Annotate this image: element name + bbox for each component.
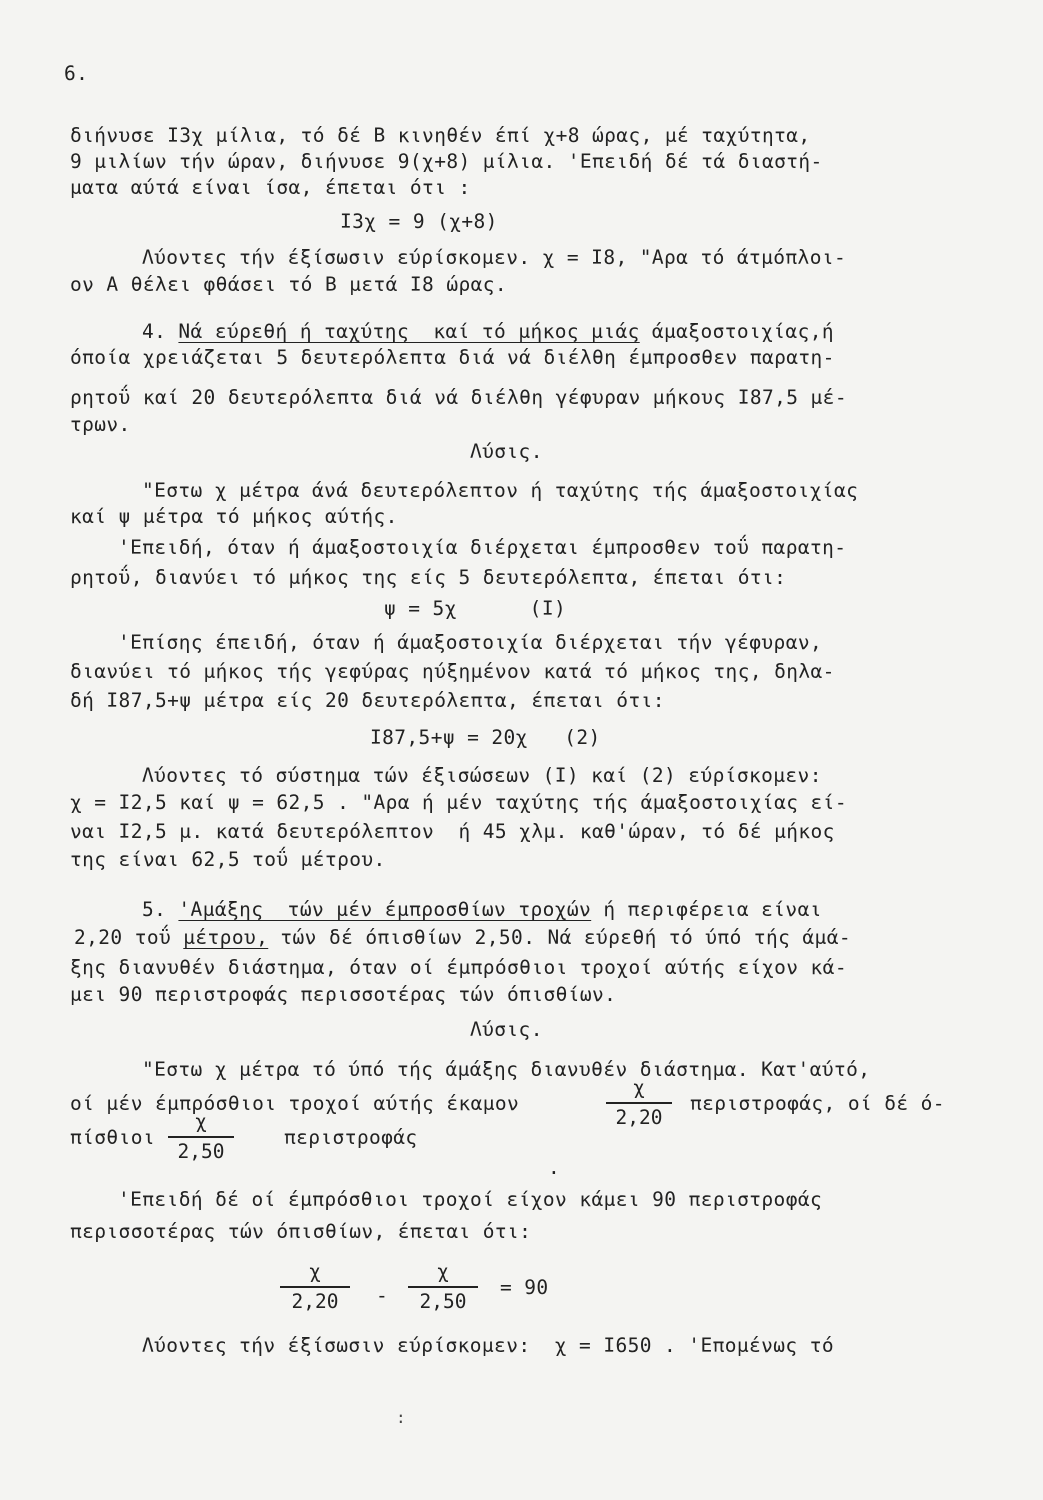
fraction-bar (606, 1102, 672, 1104)
fraction (606, 1076, 672, 1130)
fraction-bar (408, 1286, 478, 1288)
equation: Ι87,5+ψ = 20χ (2) (370, 726, 601, 749)
text-line: διανύει τό μήκος τής γεφύρας ηύξημένον κατά τό μήκος της, δηλα- (70, 660, 835, 683)
underlined-text: μέτρου, (183, 926, 269, 949)
text-line: περισσοτέρας τών όπισθίων, έπεται ότι: (70, 1220, 532, 1243)
equation: Ι3χ = 9 (χ+8) (340, 210, 498, 233)
text-line: 'Επειδή, όταν ή άμαξοστοιχία διέρχεται έμπροσθεν τοΰ παρατη- (118, 536, 847, 559)
text-line: δή Ι87,5+ψ μέτρα είς 20 δευτερόλεπτα, έπεται ότι: (70, 689, 665, 712)
text-line: καί ψ μέτρα τό μήκος αύτής. (70, 505, 398, 528)
text-line: πίσθιοι (70, 1126, 155, 1149)
text-line: 9 μιλίων τήν ώραν, διήνυσε 9(χ+8) μίλια. 'Επειδή δέ τά διαστή- (70, 150, 823, 173)
text-line: διήνυσε Ι3χ μίλια, τό δέ Β κινηθέν έπί χ+8 ώρας, μέ ταχύτητα, (70, 124, 811, 147)
text-line: Λύοντες τήν έξίσωσιν εύρίσκομεν: χ = Ι650 . 'Επομένως τό (142, 1334, 834, 1357)
text-line: 'Επειδή δέ οί έμπρόσθιοι τροχοί είχον κάμει 90 περιστροφάς (118, 1188, 823, 1211)
problem-number: 4. (142, 320, 167, 343)
text-line: ρητοΰ, διανύει τό μήκος της είς 5 δευτερόλεπτα, έπεται ότι: (70, 566, 787, 589)
text-line: ματα αύτά είναι ίσα, έπεται ότι : (70, 176, 471, 199)
denominator: 2,50 (419, 1290, 467, 1313)
text-line: . (548, 1156, 561, 1179)
text-line: μει 90 περιστροφάς περισσοτέρας τών όπισθίων. (70, 983, 617, 1006)
text-line: ναι Ι2,5 μ. κατά δευτερόλεπτον ή 45 χλμ. καθ'ώραν, τό δέ μήκος (70, 820, 835, 843)
numerator: χ (437, 1260, 449, 1283)
fraction-bar (280, 1286, 350, 1288)
denominator: 2,20 (615, 1106, 663, 1129)
numerator: χ (195, 1110, 207, 1133)
text-line: της είναι 62,5 τοΰ μέτρου. (70, 848, 386, 871)
denominator: 2,50 (177, 1140, 225, 1163)
text-line: τρων. (70, 413, 131, 436)
underlined-text: Νά εύρεθή ή ταχύτης καί τό μήκος μιάς (178, 320, 640, 343)
equation-rhs: = 90 (500, 1276, 549, 1299)
problem-number: 5. (142, 898, 167, 921)
equation: ψ = 5χ (Ι) (384, 597, 567, 620)
numerator: χ (309, 1260, 321, 1283)
text-line: "Εστω χ μέτρα άνά δευτερόλεπτον ή ταχύτης τής άμαξοστοιχίας (142, 479, 859, 502)
text-line: ξης διανυθέν διάστημα, όταν οί έμπρόσθιοι τροχοί αύτής είχον κά- (70, 956, 847, 979)
text-line: περιστροφάς (284, 1126, 418, 1149)
text-line: χ = Ι2,5 καί ψ = 62,5 . "Αρα ή μέν ταχύτης τής άμαξοστοιχίας εί- (70, 791, 847, 814)
problem-4-heading (142, 320, 834, 344)
text-span: ή περιφέρεια είναι (591, 898, 822, 921)
minus-sign: - (376, 1284, 389, 1307)
section-heading: Λύσις. (470, 440, 543, 463)
fraction (408, 1260, 478, 1314)
text-line: οί μέν έμπρόσθιοι τροχοί αύτής έκαμον (70, 1092, 520, 1115)
stray-mark: : (396, 1408, 406, 1427)
text-span: 2,20 τοΰ (74, 926, 184, 949)
text-line (74, 926, 851, 950)
text-line: Λύοντες τήν έξίσωσιν εύρίσκομεν. χ = Ι8, "Αρα τό άτμόπλοι- (142, 246, 847, 269)
text-line: ον Α θέλει φθάσει τό Β μετά Ι8 ώρας. (70, 273, 508, 296)
text-span: τών δέ όπισθίων 2,50. Νά εύρεθή τό ύπό τής άμά- (268, 926, 851, 949)
problem-5-heading (142, 898, 822, 922)
text-span: άμαξοστοιχίας,ή (639, 320, 834, 343)
numerator: χ (633, 1076, 645, 1099)
text-line: περιστροφάς, οί δέ ό- (690, 1092, 945, 1115)
text-line: όποία χρειάζεται 5 δευτερόλεπτα διά νά διέλθη έμπροσθεν παρατη- (70, 346, 835, 369)
text-line: 'Επίσης έπειδή, όταν ή άμαξοστοιχία διέρχεται τήν γέφυραν, (118, 631, 823, 654)
text-line: "Εστω χ μέτρα τό ύπό τής άμάξης διανυθέν διάστημα. Κατ'αύτό, (142, 1058, 871, 1081)
text-line: ρητοΰ καί 20 δευτερόλεπτα διά νά διέλθη γέφυραν μήκους Ι87,5 μέ- (70, 386, 847, 409)
section-heading: Λύσις. (470, 1018, 543, 1041)
denominator: 2,20 (291, 1290, 339, 1313)
underlined-text: 'Αμάξης τών μέν έμπροσθίων τροχών (178, 898, 592, 921)
text-line: Λύοντες τό σύστημα τών έξισώσεων (Ι) καί (2) εύρίσκομεν: (142, 764, 822, 787)
page-number: 6. (64, 62, 89, 85)
fraction (168, 1110, 234, 1164)
fraction (280, 1260, 350, 1314)
fraction-bar (168, 1136, 234, 1138)
